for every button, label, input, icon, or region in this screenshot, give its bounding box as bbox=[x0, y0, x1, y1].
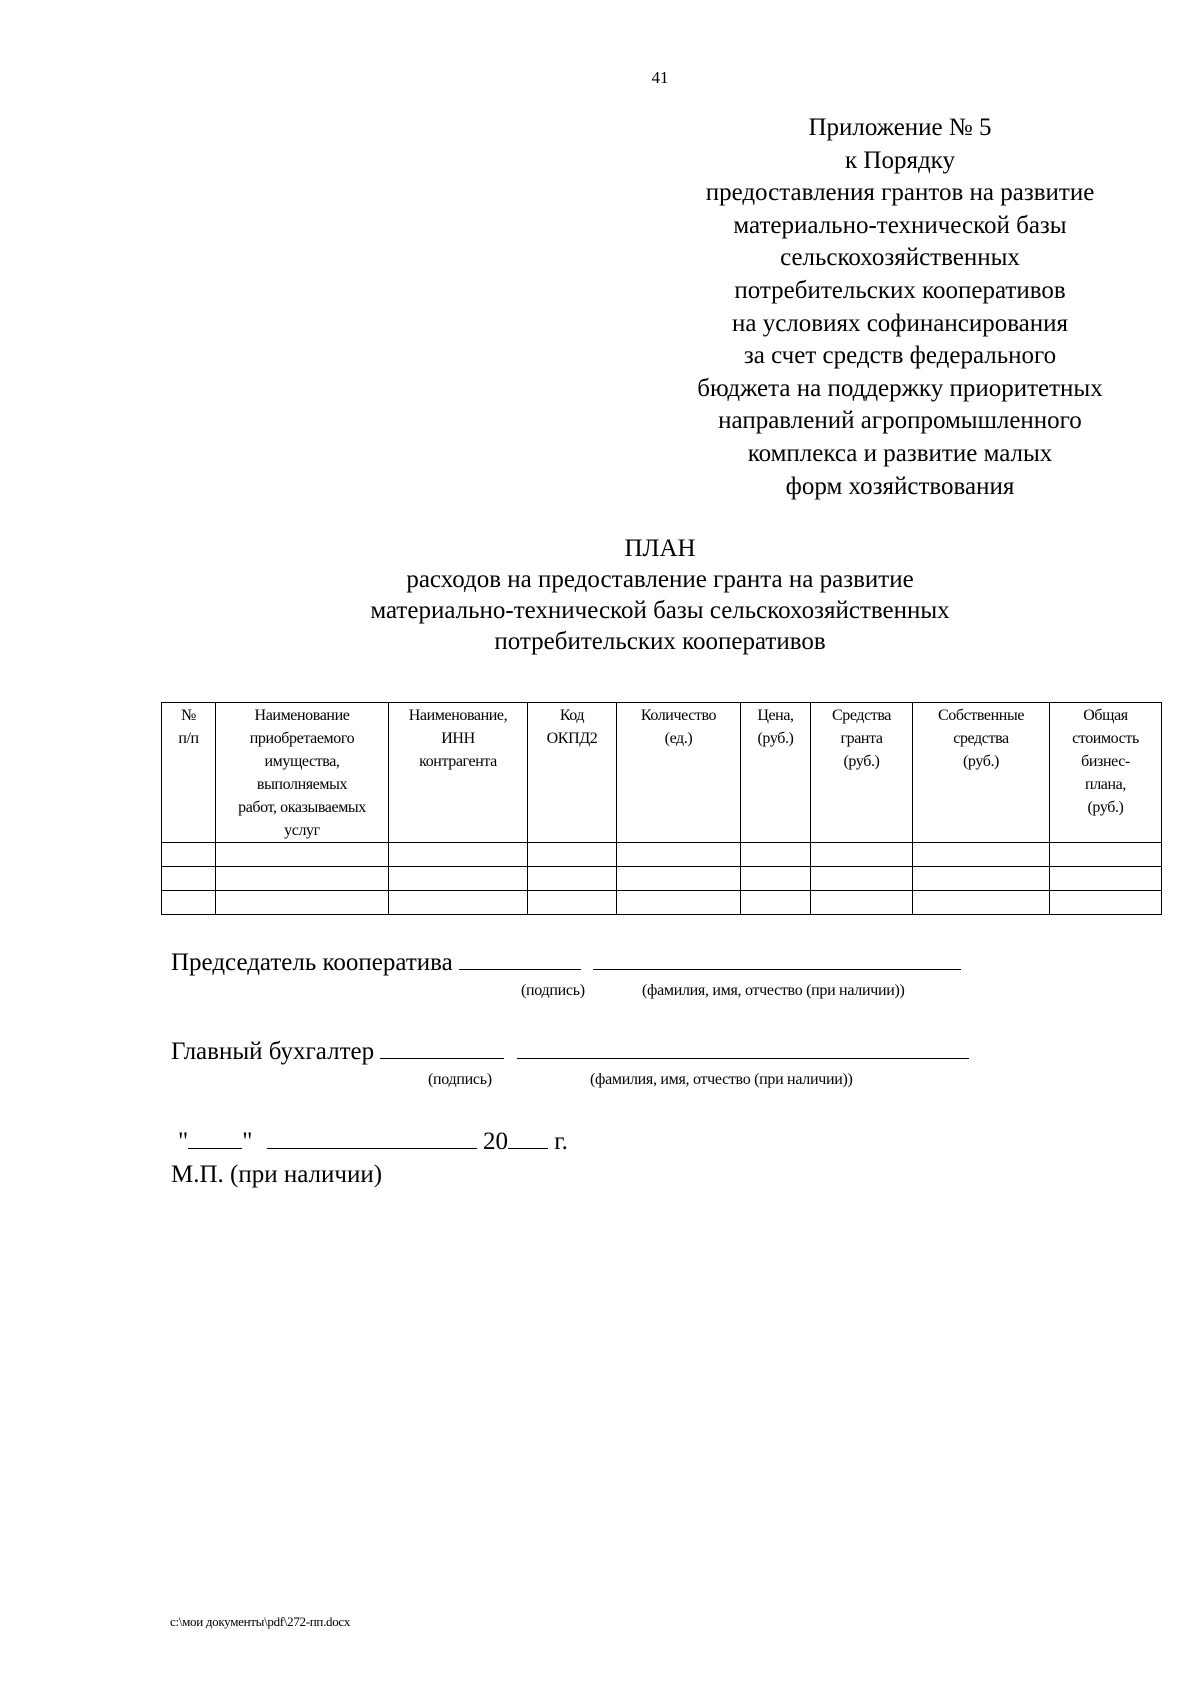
table-cell[interactable] bbox=[389, 891, 528, 915]
plan-title: ПЛАН bbox=[624, 535, 696, 562]
table-row bbox=[162, 843, 1162, 867]
column-header: Средства гранта (руб.) bbox=[811, 703, 913, 843]
appendix-block bbox=[640, 112, 1160, 503]
table-cell[interactable] bbox=[617, 867, 741, 891]
table-cell[interactable] bbox=[1050, 891, 1162, 915]
accountant-signature-line bbox=[171, 1038, 969, 1066]
table-cell[interactable] bbox=[913, 867, 1050, 891]
date-close-quote: " bbox=[242, 1128, 253, 1155]
day-blank[interactable] bbox=[188, 1147, 242, 1149]
appendix-line: бюджета на поддержку приоритетных bbox=[697, 374, 1103, 402]
column-header: № п/п bbox=[162, 703, 216, 843]
appendix-line: форм хозяйствования bbox=[785, 472, 1015, 500]
table-cell[interactable] bbox=[389, 867, 528, 891]
table-cell[interactable] bbox=[1050, 843, 1162, 867]
month-blank[interactable] bbox=[267, 1147, 477, 1149]
table-cell[interactable] bbox=[741, 867, 811, 891]
table-cell[interactable] bbox=[528, 891, 617, 915]
file-path-footer: c:\мои документы\pdf\272-пп.docx bbox=[170, 1614, 351, 1629]
table-row bbox=[162, 891, 1162, 915]
table-cell[interactable] bbox=[162, 891, 216, 915]
column-header: Наименование приобретаемого имущества, выполняемых работ, оказываемых услуг bbox=[216, 703, 389, 843]
appendix-line: предоставления грантов на развитие bbox=[705, 179, 1095, 207]
appendix-line: потребительских кооперативов bbox=[734, 276, 1066, 304]
chairman-name-caption: (фамилия, имя, отчество (при наличии)) bbox=[642, 982, 905, 999]
accountant-signature-caption: (подпись) bbox=[428, 1071, 492, 1088]
accountant-signature-blank[interactable] bbox=[380, 1057, 504, 1059]
table-cell[interactable] bbox=[1050, 867, 1162, 891]
chairman-signature-caption: (подпись) bbox=[521, 982, 585, 999]
chairman-signature-blank[interactable] bbox=[459, 968, 581, 970]
year-suffix: г. bbox=[554, 1128, 568, 1155]
date-line bbox=[178, 1128, 568, 1156]
page-number: 41 bbox=[651, 68, 669, 87]
column-header: Наименование, ИНН контрагента bbox=[389, 703, 528, 843]
column-header: Общая стоимость бизнес- плана, (руб.) bbox=[1050, 703, 1162, 843]
chairman-label: Председатель кооператива bbox=[171, 949, 453, 976]
table-cell[interactable] bbox=[389, 843, 528, 867]
accountant-label: Главный бухгалтер bbox=[171, 1038, 375, 1065]
appendix-line: сельскохозяйственных bbox=[780, 244, 1020, 272]
table-cell[interactable] bbox=[216, 867, 389, 891]
table-cell[interactable] bbox=[528, 843, 617, 867]
chairman-signature-line bbox=[171, 949, 961, 977]
table-cell[interactable] bbox=[811, 843, 913, 867]
column-header: Собственные средства (руб.) bbox=[913, 703, 1050, 843]
year-prefix: 20 bbox=[482, 1128, 508, 1155]
table-cell[interactable] bbox=[811, 867, 913, 891]
plan-heading bbox=[250, 533, 1070, 657]
table-cell[interactable] bbox=[741, 843, 811, 867]
table-cell[interactable] bbox=[528, 867, 617, 891]
column-header: Цена, (руб.) bbox=[741, 703, 811, 843]
table-cell[interactable] bbox=[216, 843, 389, 867]
appendix-line: материально-технической базы bbox=[733, 211, 1067, 239]
chairman-name-blank[interactable] bbox=[593, 968, 961, 970]
year-blank[interactable] bbox=[508, 1147, 548, 1149]
column-header: Код ОКПД2 bbox=[528, 703, 617, 843]
seal-note: М.П. (при наличии) bbox=[171, 1161, 383, 1188]
table-cell[interactable] bbox=[617, 843, 741, 867]
accountant-name-caption: (фамилия, имя, отчество (при наличии)) bbox=[590, 1071, 853, 1088]
plan-subtitle-line: материально-технической базы сельскохозяйственных bbox=[370, 597, 950, 624]
appendix-line: к Порядку bbox=[845, 146, 955, 174]
expenses-table bbox=[161, 702, 1162, 915]
plan-subtitle-line: расходов на предоставление гранта на развитие bbox=[406, 566, 914, 593]
table-cell[interactable] bbox=[216, 891, 389, 915]
column-header: Количество (ед.) bbox=[617, 703, 741, 843]
table-cell[interactable] bbox=[811, 891, 913, 915]
appendix-line: за счет средств федерального bbox=[743, 342, 1057, 370]
date-open-quote: " bbox=[178, 1128, 189, 1155]
plan-subtitle-line: потребительских кооперативов bbox=[494, 628, 826, 655]
table-header-row bbox=[162, 703, 1162, 843]
table-cell[interactable] bbox=[913, 891, 1050, 915]
table-row bbox=[162, 867, 1162, 891]
table-cell[interactable] bbox=[162, 867, 216, 891]
appendix-line: комплекса и развитие малых bbox=[747, 439, 1053, 467]
table-cell[interactable] bbox=[162, 843, 216, 867]
table-cell[interactable] bbox=[741, 891, 811, 915]
appendix-line: Приложение № 5 bbox=[808, 114, 992, 141]
table-cell[interactable] bbox=[617, 891, 741, 915]
table-cell[interactable] bbox=[913, 843, 1050, 867]
appendix-line: направлений агропромышленного bbox=[718, 407, 1082, 435]
appendix-line: на условиях софинансирования bbox=[731, 309, 1069, 337]
accountant-name-blank[interactable] bbox=[517, 1057, 969, 1059]
